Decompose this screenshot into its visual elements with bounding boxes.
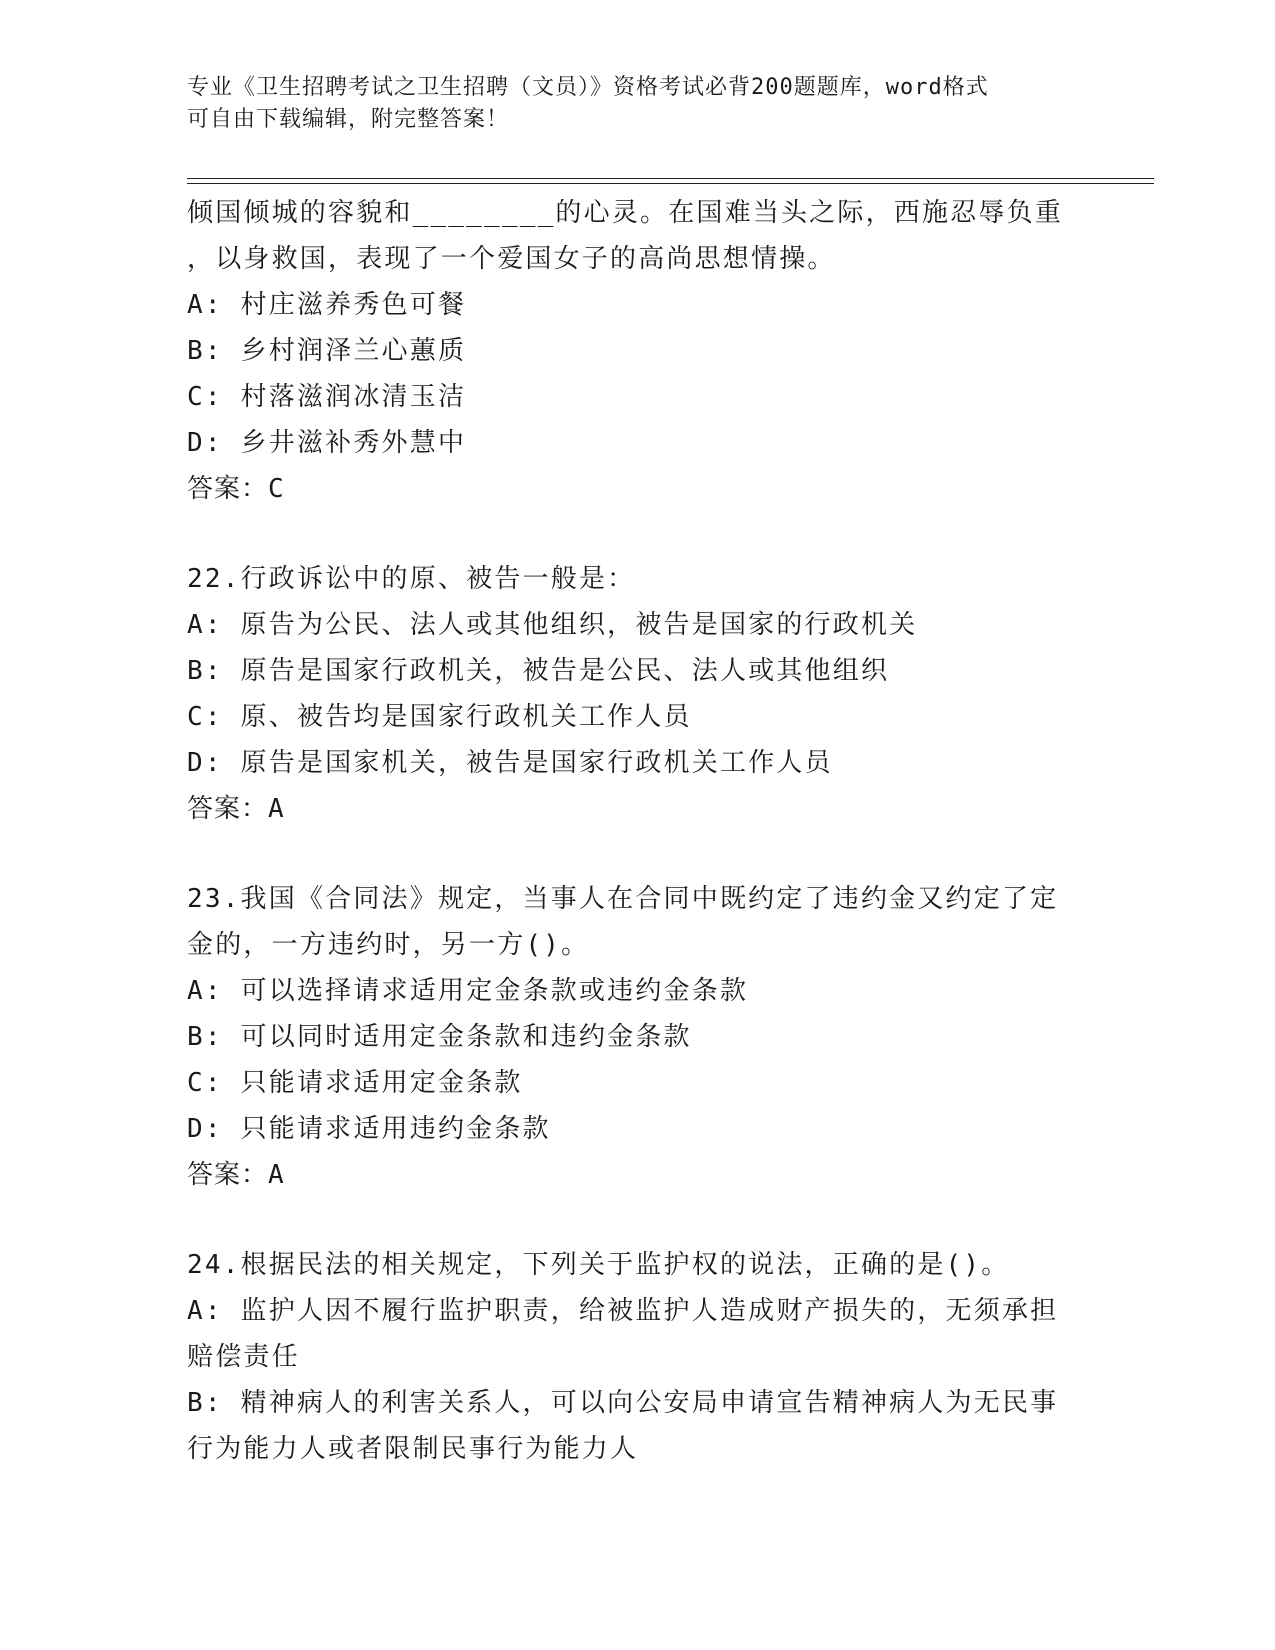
question-stem: 22.行政诉讼中的原、被告一般是： bbox=[187, 564, 636, 594]
question-stem: 金的，一方违约时，另一方()。 bbox=[187, 930, 590, 960]
answer-value: A bbox=[268, 1160, 285, 1190]
option-b: B: 精神病人的利害关系人，可以向公安局申请宣告精神病人为无民事 bbox=[187, 1388, 1059, 1418]
question-22 bbox=[187, 556, 1087, 832]
question-stem: 倾国倾城的容貌和________的心灵。在国难当头之际，西施忍辱负重 bbox=[187, 198, 1064, 228]
answer-value: C bbox=[268, 474, 285, 504]
answer-line bbox=[187, 466, 1087, 512]
header-title-line-2: 可自由下载编辑，附完整答案！ bbox=[187, 107, 510, 132]
question-list bbox=[187, 190, 1087, 1472]
option-b: B: 乡村润泽兰心蕙质 bbox=[187, 336, 467, 366]
question-stem: ，以身救国，表现了一个爱国女子的高尚思想情操。 bbox=[187, 244, 836, 274]
option-c: C: 只能请求适用定金条款 bbox=[187, 1068, 523, 1098]
option-a: A: 监护人因不履行监护职责，给被监护人造成财产损失的，无须承担 bbox=[187, 1296, 1059, 1326]
option-a: A: 可以选择请求适用定金条款或违约金条款 bbox=[187, 976, 749, 1006]
answer-line bbox=[187, 1152, 1087, 1198]
option-a: A: 原告为公民、法人或其他组织，被告是国家的行政机关 bbox=[187, 610, 918, 640]
option-a-continued: 赔偿责任 bbox=[187, 1342, 300, 1372]
question-stem: 24.根据民法的相关规定，下列关于监护权的说法，正确的是()。 bbox=[187, 1250, 1010, 1280]
header-divider-top bbox=[187, 178, 1154, 179]
question-21 bbox=[187, 190, 1087, 512]
answer-label: 答案： bbox=[187, 474, 269, 504]
question-23 bbox=[187, 876, 1087, 1198]
option-c: C: 原、被告均是国家行政机关工作人员 bbox=[187, 702, 692, 732]
header-title-line-1: 专业《卫生招聘考试之卫生招聘（文员）》资格考试必背200题题库，word格式 bbox=[187, 75, 989, 100]
question-24 bbox=[187, 1242, 1087, 1472]
document-header bbox=[187, 72, 1077, 136]
answer-line bbox=[187, 786, 1087, 832]
answer-value: A bbox=[268, 794, 285, 824]
option-b-continued: 行为能力人或者限制民事行为能力人 bbox=[187, 1434, 639, 1464]
option-d: D: 原告是国家机关，被告是国家行政机关工作人员 bbox=[187, 748, 833, 778]
option-a: A: 村庄滋养秀色可餐 bbox=[187, 290, 467, 320]
header-divider-bottom bbox=[187, 183, 1154, 184]
option-d: D: 只能请求适用违约金条款 bbox=[187, 1114, 551, 1144]
option-b: B: 可以同时适用定金条款和违约金条款 bbox=[187, 1022, 692, 1052]
answer-label: 答案： bbox=[187, 1160, 269, 1190]
option-c: C: 村落滋润冰清玉洁 bbox=[187, 382, 467, 412]
option-b: B: 原告是国家行政机关，被告是公民、法人或其他组织 bbox=[187, 656, 890, 686]
option-d: D: 乡井滋补秀外慧中 bbox=[187, 428, 467, 458]
question-stem: 23.我国《合同法》规定，当事人在合同中既约定了违约金又约定了定 bbox=[187, 884, 1059, 914]
answer-label: 答案： bbox=[187, 794, 269, 824]
